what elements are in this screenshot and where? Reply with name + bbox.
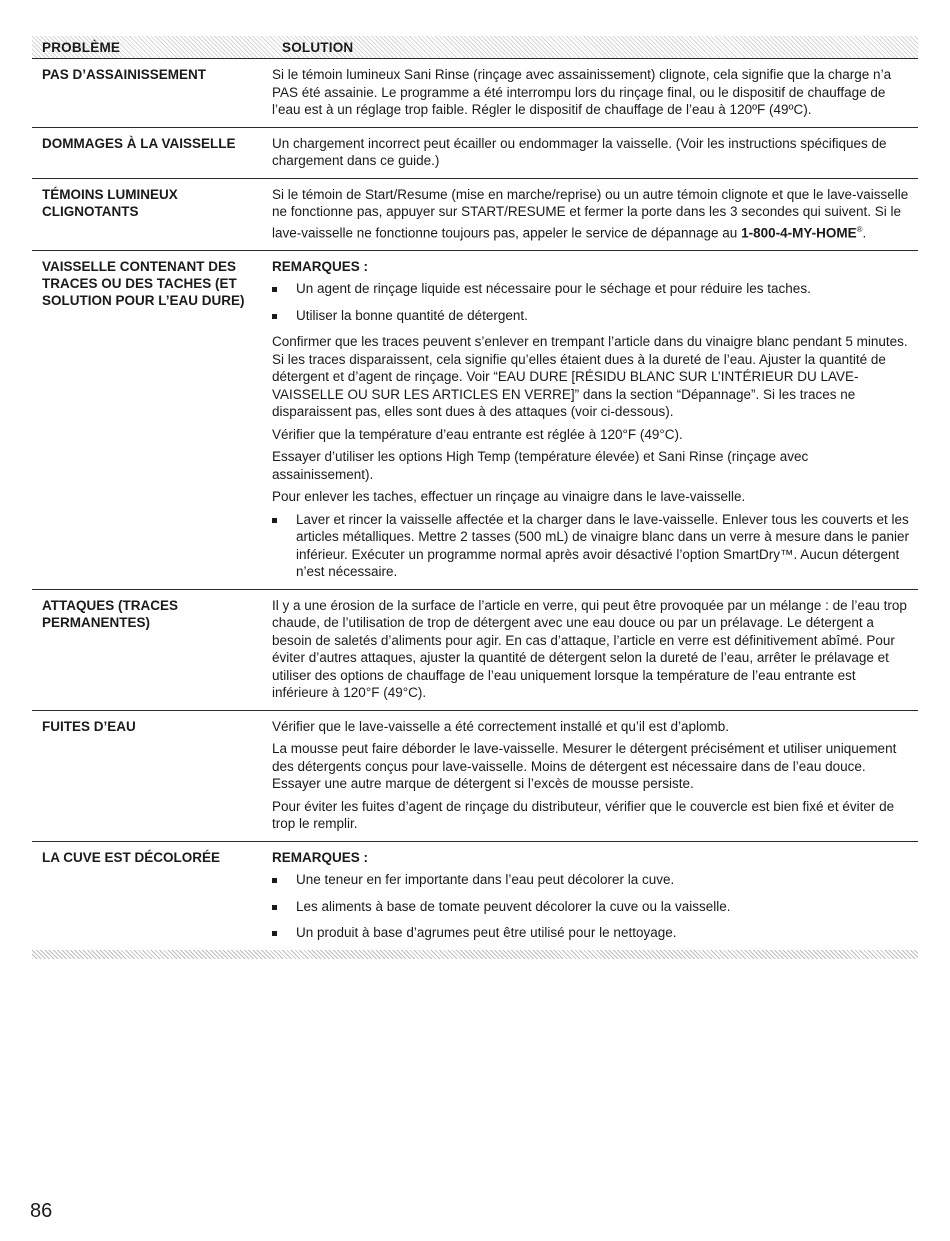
solution-cell bbox=[272, 718, 918, 833]
remarks-list bbox=[272, 280, 912, 324]
table-row bbox=[32, 711, 918, 842]
problem-label: FUITES D’EAU bbox=[42, 718, 136, 734]
registered-mark: ® bbox=[856, 224, 863, 234]
solution-cell bbox=[272, 135, 918, 170]
solution-text bbox=[272, 186, 912, 242]
list-item: Un produit à base d’agrumes peut être utilisé pour le nettoyage. bbox=[272, 924, 912, 942]
solution-text: Pour éviter les fuites d’agent de rinçage du distributeur, vérifier que le couvercle est bien fixé et éviter de trop le remplir. bbox=[272, 798, 895, 831]
solution-cell bbox=[272, 186, 918, 242]
problem-label: ATTAQUES (TRACES PERMANENTES) bbox=[42, 597, 178, 630]
problem-label: LA CUVE EST DÉCOLORÉE bbox=[42, 849, 221, 865]
remarks-heading: REMARQUES : bbox=[272, 258, 369, 274]
solution-text: Essayer d’utiliser les options High Temp (température élevée) et Sani Rinse (rinçage avec assainissement). bbox=[272, 449, 809, 482]
problem-label: PAS D’ASSAINISSEMENT bbox=[42, 67, 207, 82]
bottom-hatch-divider bbox=[32, 950, 918, 959]
solution-text: Un chargement incorrect peut écailler ou endommager la vaisselle. (Voir les instructions spécifiques de chargement dans ce guide.) bbox=[272, 135, 887, 168]
table-row bbox=[32, 179, 918, 251]
list-item: Utiliser la bonne quantité de détergent. bbox=[272, 307, 912, 325]
list-item: Un agent de rinçage liquide est nécessaire pour le séchage et pour réduire les taches. bbox=[272, 280, 912, 298]
service-phone-number: 1-800-4-MY-HOME bbox=[741, 225, 857, 240]
troubleshooting-table bbox=[32, 36, 918, 959]
problem-label: TÉMOINS LUMINEUX CLIGNOTANTS bbox=[42, 186, 178, 219]
list-item: Laver et rincer la vaisselle affectée et la charger dans le lave-vaisselle. Enlever tous les couverts et les articles métalliques. Mettre 2 tasses (500 mL) de vinaigre blanc dans un verre à mesure dans le panier inférieur. Exécuter un programme normal après avoir désactivé l’option SmartDry™. Aucun détergent n’est nécessaire. bbox=[272, 511, 912, 581]
solution-text: Confirmer que les traces peuvent s’enlever en trempant l’article dans du vinaigre blanc pendant 5 minutes. Si les traces disparaissent, cela signifie qu’elles étaient dues à la dureté de l’eau. Ajuster la quantité de détergent et d’agent de rinçage. Voir “EAU DURE [RÉSIDU BLANC SUR L’INTÉRIEUR DU LAVE-VAISSELLE OU SUR LES ARTICLES EN VERRE]” dans la section “Dépannage”. Si les traces ne disparaissent pas, elles sont dues à des attaques (voir ci-dessous). bbox=[272, 334, 908, 419]
table-row bbox=[32, 128, 918, 179]
header-problem: PROBLÈME bbox=[42, 39, 121, 55]
vinegar-rinse-list bbox=[272, 511, 912, 581]
solution-cell bbox=[272, 258, 918, 581]
problem-label: VAISSELLE CONTENANT DES TRACES OU DES TACHES (ET SOLUTION POUR L’EAU DURE) bbox=[42, 258, 245, 308]
header-solution: SOLUTION bbox=[282, 39, 354, 55]
solution-text: Il y a une érosion de la surface de l’article en verre, qui peut être provoquée par un mélange : de l’eau trop chaude, de l’utilisation de trop de détergent avec une eau douce ou par un prélavage. Le détergent a besoin de saletés d’aliments pour agir. En cas d’attaque, l’article en verre est définitivement abîmé. Pour éviter d’autres attaques, ajuster la quantité de détergent selon la dureté de l’eau, arrêter le prélavage et utiliser des options de chauffage de l’eau uniquement lorsque la température de l’eau entrante est inférieure à 120°F (49°C). bbox=[272, 597, 907, 700]
remarks-list bbox=[272, 871, 912, 942]
table-row bbox=[32, 59, 918, 128]
list-item: Une teneur en fer importante dans l’eau peut décolorer la cuve. bbox=[272, 871, 912, 889]
solution-text: Vérifier que la température d’eau entrante est réglée à 120°F (49°C). bbox=[272, 426, 683, 442]
problem-label: DOMMAGES À LA VAISSELLE bbox=[42, 135, 236, 151]
solution-text-end: . bbox=[862, 225, 867, 240]
table-row bbox=[32, 590, 918, 711]
table-row bbox=[32, 842, 918, 950]
solution-text-start: Si le témoin de Start/Resume (mise en marche/reprise) ou un autre témoin clignote et que le lave-vaisselle ne fonctionne pas, appuyer sur START/RESUME et fermer la porte dans les 3 secondes qui suivent. Si le lave-vaisselle ne fonctionne toujours pas, appeler le service de dépannage au bbox=[272, 186, 909, 240]
solution-cell bbox=[272, 849, 918, 942]
solution-text: Vérifier que le lave-vaisselle a été correctement installé et qu’il est d’aplomb. bbox=[272, 718, 729, 734]
solution-text: Si le témoin lumineux Sani Rinse (rinçage avec assainissement) clignote, cela signifie que la charge n’a PAS été assainie. Le programme a été interrompu lors du rinçage final, ou le dispositif de chauffage de l’eau est à un réglage trop faible. Régler le dispositif de chauffage de l’eau à 120ºF (49ºC). bbox=[272, 67, 892, 117]
remarks-heading: REMARQUES : bbox=[272, 849, 369, 865]
table-row bbox=[32, 251, 918, 590]
list-item: Les aliments à base de tomate peuvent décolorer la cuve ou la vaisselle. bbox=[272, 898, 912, 916]
page-number: 86 bbox=[30, 1200, 53, 1222]
table-header bbox=[32, 36, 918, 59]
solution-cell bbox=[272, 66, 918, 119]
solution-text: La mousse peut faire déborder le lave-vaisselle. Mesurer le détergent précisément et utiliser uniquement des détergents conçus pour lave-vaisselle. Moins de détergent est nécessaire dans de l’eau douce. Essayer une autre marque de détergent si l’excès de mousse persiste. bbox=[272, 741, 897, 791]
solution-text: Pour enlever les taches, effectuer un rinçage au vinaigre dans le lave-vaisselle. bbox=[272, 489, 746, 504]
solution-cell bbox=[272, 597, 918, 702]
